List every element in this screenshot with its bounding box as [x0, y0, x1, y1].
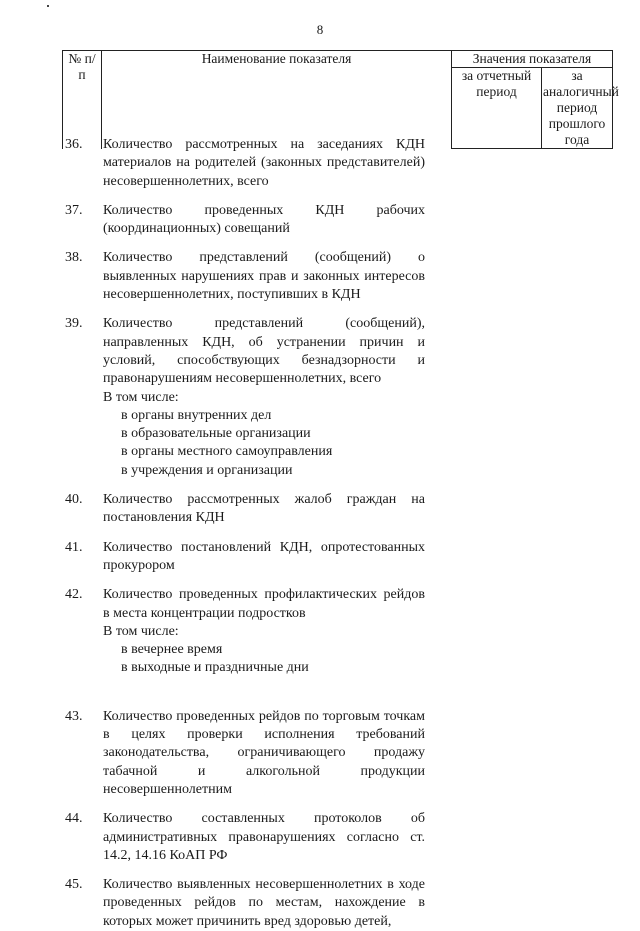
item-text: Количество представлений (сообщений), направленных КДН, об устранении причин и условий, способствующих безнадзорности и правонарушениям несовершеннолетних, всего	[103, 316, 425, 387]
list-item	[65, 708, 435, 799]
col-num-header: № п/п	[63, 51, 102, 149]
sub-item: в выходные и праздничные дни	[121, 660, 309, 676]
item-number: 37.	[65, 202, 83, 218]
item-text: Количество рассмотренных жалоб граждан на постановления КДН	[103, 492, 425, 526]
indicator-table-header	[62, 50, 619, 149]
item-text: Количество рассмотренных на заседаниях КДН материалов на родителей (законных представителей) несовершеннолетних, всего	[103, 137, 425, 189]
item-text: Количество проведенных рейдов по торговым точкам в целях проверки исполнения требований законодательства, ограничивающего продажу табачной и алкогольной продукции несовершеннолетним	[103, 708, 425, 797]
list-item	[65, 202, 435, 239]
item-number: 42.	[65, 587, 83, 603]
list-item	[65, 586, 435, 677]
item-number: 41.	[65, 539, 83, 555]
list-item	[65, 249, 435, 304]
item-number: 45.	[65, 877, 83, 893]
item-text: Количество составленных протоколов об административных правонарушениях согласно ст. 14.2, 14.16 КоАП РФ	[103, 811, 425, 863]
sub-item: в вечернее время	[121, 642, 223, 658]
col-previous-header: за аналогичный период прошлого года	[543, 68, 619, 147]
list-item	[65, 810, 435, 865]
list-item	[65, 315, 435, 480]
list-item	[65, 136, 435, 191]
item-number: 39.	[65, 316, 83, 332]
col-current-header: за отчетный период	[452, 68, 542, 149]
item-text: Количество представлений (сообщений) о выявленных нарушениях прав и законных интересов несовершеннолетних, поступивших в КДН	[103, 250, 425, 303]
sub-item: в органы внутренних дел	[121, 407, 272, 423]
sub-item: в учреждения и организации	[121, 462, 293, 478]
sub-item: в образовательные организации	[121, 426, 311, 442]
item-text: Количество проведенных профилактических рейдов в места концентрации подростков	[103, 587, 425, 621]
scan-speck	[47, 5, 49, 7]
item-note: В том числе:	[103, 623, 179, 639]
item-number: 40.	[65, 492, 83, 508]
indicator-list	[65, 136, 435, 931]
col-name-header: Наименование показателя	[102, 51, 452, 149]
item-number: 44.	[65, 811, 83, 827]
sub-item: в органы местного самоуправления	[121, 444, 333, 460]
item-note: В том числе:	[103, 389, 179, 405]
col-values-header: Значения показателя	[452, 51, 613, 68]
list-item	[65, 491, 435, 528]
list-item	[65, 876, 435, 931]
item-number: 36.	[65, 137, 83, 152]
item-number: 38.	[65, 250, 83, 266]
item-text: Количество выявленных несовершеннолетних в ходе проведенных рейдов по местам, нахождение в которых может причинить вред здоровью детей,	[103, 877, 425, 929]
item-text: Количество проведенных КДН рабочих (координационных) совещаний	[103, 202, 425, 237]
page-number: 8	[316, 22, 324, 37]
item-number: 43.	[65, 708, 83, 724]
item-text: Количество постановлений КДН, опротестованных прокурором	[103, 539, 425, 573]
list-item	[65, 539, 435, 576]
